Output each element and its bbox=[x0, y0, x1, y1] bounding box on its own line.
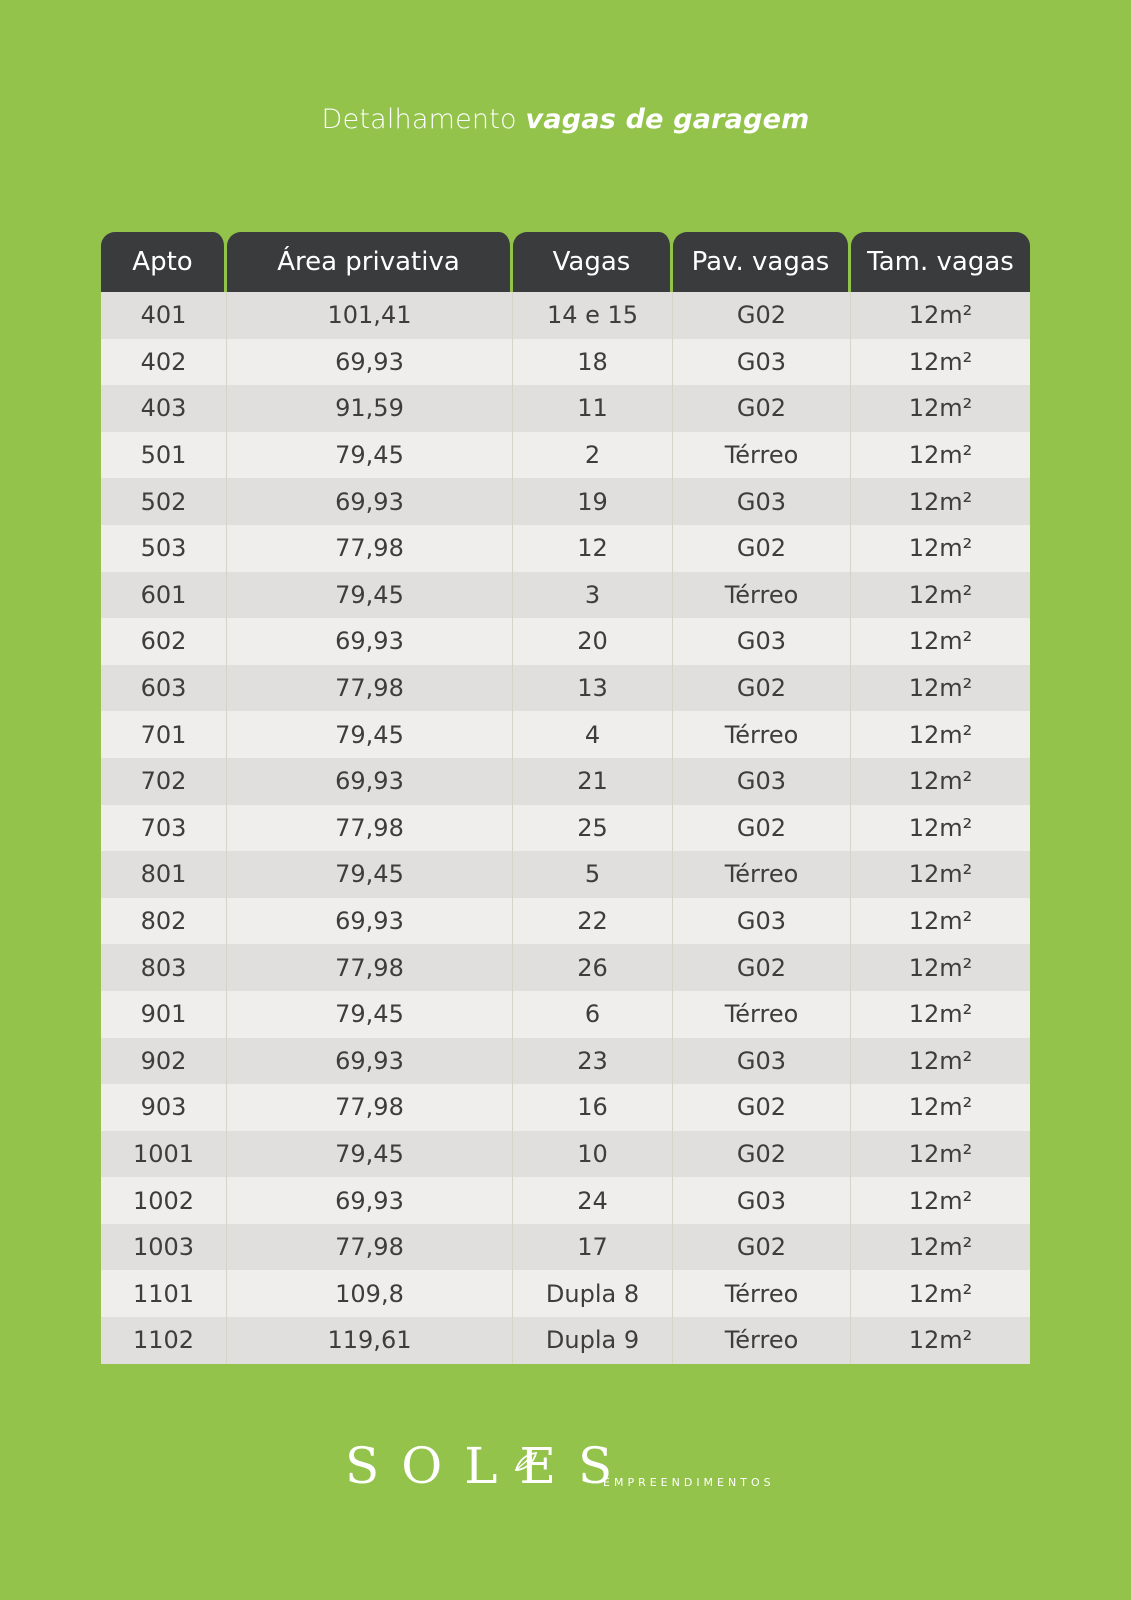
cell-area-privativa: 69,93 bbox=[227, 758, 513, 805]
cell-area-privativa: 77,98 bbox=[227, 525, 513, 572]
table-row bbox=[101, 292, 1030, 339]
column-header-apto: Apto bbox=[101, 232, 227, 292]
cell-pav-vagas: G03 bbox=[673, 1038, 851, 1085]
cell-tam-vagas: 12m² bbox=[851, 572, 1030, 619]
cell-pav-vagas: Térreo bbox=[673, 851, 851, 898]
parking-table bbox=[101, 232, 1030, 1364]
cell-vagas: 13 bbox=[513, 665, 673, 712]
cell-apto: 1001 bbox=[101, 1131, 227, 1178]
table-row bbox=[101, 339, 1030, 386]
cell-pav-vagas: Térreo bbox=[673, 1317, 851, 1364]
cell-tam-vagas: 12m² bbox=[851, 385, 1030, 432]
cell-vagas: 23 bbox=[513, 1038, 673, 1085]
cell-vagas: 16 bbox=[513, 1084, 673, 1131]
cell-apto: 602 bbox=[101, 618, 227, 665]
cell-tam-vagas: 12m² bbox=[851, 1038, 1030, 1085]
cell-apto: 903 bbox=[101, 1084, 227, 1131]
cell-vagas: 17 bbox=[513, 1224, 673, 1271]
cell-vagas: 10 bbox=[513, 1131, 673, 1178]
table-row bbox=[101, 432, 1030, 479]
cell-apto: 501 bbox=[101, 432, 227, 479]
parking-table-container bbox=[101, 232, 1030, 1364]
cell-vagas: Dupla 9 bbox=[513, 1317, 673, 1364]
cell-area-privativa: 69,93 bbox=[227, 339, 513, 386]
cell-vagas: 24 bbox=[513, 1177, 673, 1224]
table-row bbox=[101, 1317, 1030, 1364]
cell-pav-vagas: Térreo bbox=[673, 572, 851, 619]
cell-pav-vagas: G03 bbox=[673, 898, 851, 945]
cell-apto: 1102 bbox=[101, 1317, 227, 1364]
cell-vagas: 12 bbox=[513, 525, 673, 572]
cell-vagas: 21 bbox=[513, 758, 673, 805]
cell-pav-vagas: G03 bbox=[673, 758, 851, 805]
leaf-icon bbox=[512, 1450, 538, 1476]
cell-pav-vagas: Térreo bbox=[673, 711, 851, 758]
cell-vagas: 19 bbox=[513, 478, 673, 525]
cell-vagas: 14 e 15 bbox=[513, 292, 673, 339]
cell-apto: 401 bbox=[101, 292, 227, 339]
cell-pav-vagas: G02 bbox=[673, 385, 851, 432]
cell-pav-vagas: G02 bbox=[673, 805, 851, 852]
cell-apto: 502 bbox=[101, 478, 227, 525]
cell-apto: 702 bbox=[101, 758, 227, 805]
cell-apto: 1101 bbox=[101, 1270, 227, 1317]
cell-area-privativa: 119,61 bbox=[227, 1317, 513, 1364]
cell-pav-vagas: G03 bbox=[673, 1177, 851, 1224]
cell-apto: 802 bbox=[101, 898, 227, 945]
cell-area-privativa: 77,98 bbox=[227, 944, 513, 991]
cell-tam-vagas: 12m² bbox=[851, 1270, 1030, 1317]
cell-vagas: Dupla 8 bbox=[513, 1270, 673, 1317]
table-row bbox=[101, 1270, 1030, 1317]
cell-vagas: 18 bbox=[513, 339, 673, 386]
table-header bbox=[101, 232, 1030, 292]
cell-area-privativa: 79,45 bbox=[227, 851, 513, 898]
column-header-area-privativa: Área privativa bbox=[227, 232, 513, 292]
cell-vagas: 5 bbox=[513, 851, 673, 898]
cell-apto: 403 bbox=[101, 385, 227, 432]
table-row bbox=[101, 525, 1030, 572]
table-row bbox=[101, 618, 1030, 665]
cell-apto: 1003 bbox=[101, 1224, 227, 1271]
cell-area-privativa: 101,41 bbox=[227, 292, 513, 339]
cell-pav-vagas: G02 bbox=[673, 665, 851, 712]
cell-tam-vagas: 12m² bbox=[851, 851, 1030, 898]
cell-tam-vagas: 12m² bbox=[851, 618, 1030, 665]
soles-logo bbox=[345, 1436, 805, 1496]
cell-area-privativa: 79,45 bbox=[227, 991, 513, 1038]
title-prefix: Detalhamento bbox=[321, 104, 526, 135]
cell-tam-vagas: 12m² bbox=[851, 898, 1030, 945]
table-row bbox=[101, 898, 1030, 945]
cell-tam-vagas: 12m² bbox=[851, 1131, 1030, 1178]
cell-tam-vagas: 12m² bbox=[851, 1224, 1030, 1271]
cell-vagas: 25 bbox=[513, 805, 673, 852]
cell-tam-vagas: 12m² bbox=[851, 758, 1030, 805]
cell-pav-vagas: Térreo bbox=[673, 1270, 851, 1317]
column-header-pav-vagas: Pav. vagas bbox=[673, 232, 851, 292]
cell-tam-vagas: 12m² bbox=[851, 991, 1030, 1038]
table-row bbox=[101, 1131, 1030, 1178]
cell-apto: 901 bbox=[101, 991, 227, 1038]
cell-area-privativa: 79,45 bbox=[227, 711, 513, 758]
cell-area-privativa: 77,98 bbox=[227, 665, 513, 712]
table-row bbox=[101, 572, 1030, 619]
cell-apto: 402 bbox=[101, 339, 227, 386]
table-row bbox=[101, 1084, 1030, 1131]
cell-area-privativa: 79,45 bbox=[227, 1131, 513, 1178]
cell-pav-vagas: Térreo bbox=[673, 432, 851, 479]
cell-vagas: 20 bbox=[513, 618, 673, 665]
cell-vagas: 3 bbox=[513, 572, 673, 619]
column-header-tam-vagas: Tam. vagas bbox=[851, 232, 1030, 292]
table-row bbox=[101, 1224, 1030, 1271]
cell-tam-vagas: 12m² bbox=[851, 944, 1030, 991]
cell-tam-vagas: 12m² bbox=[851, 1084, 1030, 1131]
cell-apto: 503 bbox=[101, 525, 227, 572]
cell-apto: 902 bbox=[101, 1038, 227, 1085]
table-row bbox=[101, 758, 1030, 805]
logo-wordmark: SOLES bbox=[345, 1437, 635, 1495]
table-row bbox=[101, 665, 1030, 712]
cell-area-privativa: 91,59 bbox=[227, 385, 513, 432]
table-row bbox=[101, 944, 1030, 991]
cell-pav-vagas: G02 bbox=[673, 525, 851, 572]
table-row bbox=[101, 711, 1030, 758]
table-row bbox=[101, 1177, 1030, 1224]
cell-vagas: 6 bbox=[513, 991, 673, 1038]
cell-area-privativa: 69,93 bbox=[227, 1038, 513, 1085]
cell-vagas: 26 bbox=[513, 944, 673, 991]
table-body bbox=[101, 292, 1030, 1364]
table-row bbox=[101, 385, 1030, 432]
cell-apto: 703 bbox=[101, 805, 227, 852]
cell-pav-vagas: G02 bbox=[673, 1224, 851, 1271]
cell-tam-vagas: 12m² bbox=[851, 1317, 1030, 1364]
cell-area-privativa: 69,93 bbox=[227, 618, 513, 665]
cell-apto: 601 bbox=[101, 572, 227, 619]
cell-pav-vagas: Térreo bbox=[673, 991, 851, 1038]
cell-area-privativa: 79,45 bbox=[227, 432, 513, 479]
cell-tam-vagas: 12m² bbox=[851, 665, 1030, 712]
header-row bbox=[101, 232, 1030, 292]
logo-tagline: EMPREENDIMENTOS bbox=[603, 1476, 775, 1489]
cell-area-privativa: 69,93 bbox=[227, 478, 513, 525]
cell-area-privativa: 69,93 bbox=[227, 1177, 513, 1224]
cell-area-privativa: 77,98 bbox=[227, 1084, 513, 1131]
cell-vagas: 2 bbox=[513, 432, 673, 479]
cell-apto: 801 bbox=[101, 851, 227, 898]
cell-area-privativa: 79,45 bbox=[227, 572, 513, 619]
cell-tam-vagas: 12m² bbox=[851, 525, 1030, 572]
cell-tam-vagas: 12m² bbox=[851, 805, 1030, 852]
title-emphasis: vagas de garagem bbox=[525, 104, 810, 135]
cell-area-privativa: 69,93 bbox=[227, 898, 513, 945]
cell-pav-vagas: G02 bbox=[673, 292, 851, 339]
cell-area-privativa: 77,98 bbox=[227, 805, 513, 852]
cell-tam-vagas: 12m² bbox=[851, 432, 1030, 479]
cell-pav-vagas: G03 bbox=[673, 478, 851, 525]
cell-pav-vagas: G03 bbox=[673, 618, 851, 665]
cell-pav-vagas: G02 bbox=[673, 1131, 851, 1178]
cell-vagas: 11 bbox=[513, 385, 673, 432]
cell-tam-vagas: 12m² bbox=[851, 1177, 1030, 1224]
table-row bbox=[101, 991, 1030, 1038]
cell-apto: 803 bbox=[101, 944, 227, 991]
cell-apto: 701 bbox=[101, 711, 227, 758]
table-row bbox=[101, 478, 1030, 525]
cell-tam-vagas: 12m² bbox=[851, 292, 1030, 339]
cell-pav-vagas: G02 bbox=[673, 1084, 851, 1131]
cell-vagas: 4 bbox=[513, 711, 673, 758]
cell-apto: 603 bbox=[101, 665, 227, 712]
page-title bbox=[0, 104, 1131, 135]
cell-tam-vagas: 12m² bbox=[851, 339, 1030, 386]
table-row bbox=[101, 1038, 1030, 1085]
cell-tam-vagas: 12m² bbox=[851, 711, 1030, 758]
cell-tam-vagas: 12m² bbox=[851, 478, 1030, 525]
cell-area-privativa: 109,8 bbox=[227, 1270, 513, 1317]
cell-area-privativa: 77,98 bbox=[227, 1224, 513, 1271]
cell-apto: 1002 bbox=[101, 1177, 227, 1224]
cell-pav-vagas: G03 bbox=[673, 339, 851, 386]
column-header-vagas: Vagas bbox=[513, 232, 673, 292]
table-row bbox=[101, 805, 1030, 852]
cell-vagas: 22 bbox=[513, 898, 673, 945]
cell-pav-vagas: G02 bbox=[673, 944, 851, 991]
table-row bbox=[101, 851, 1030, 898]
